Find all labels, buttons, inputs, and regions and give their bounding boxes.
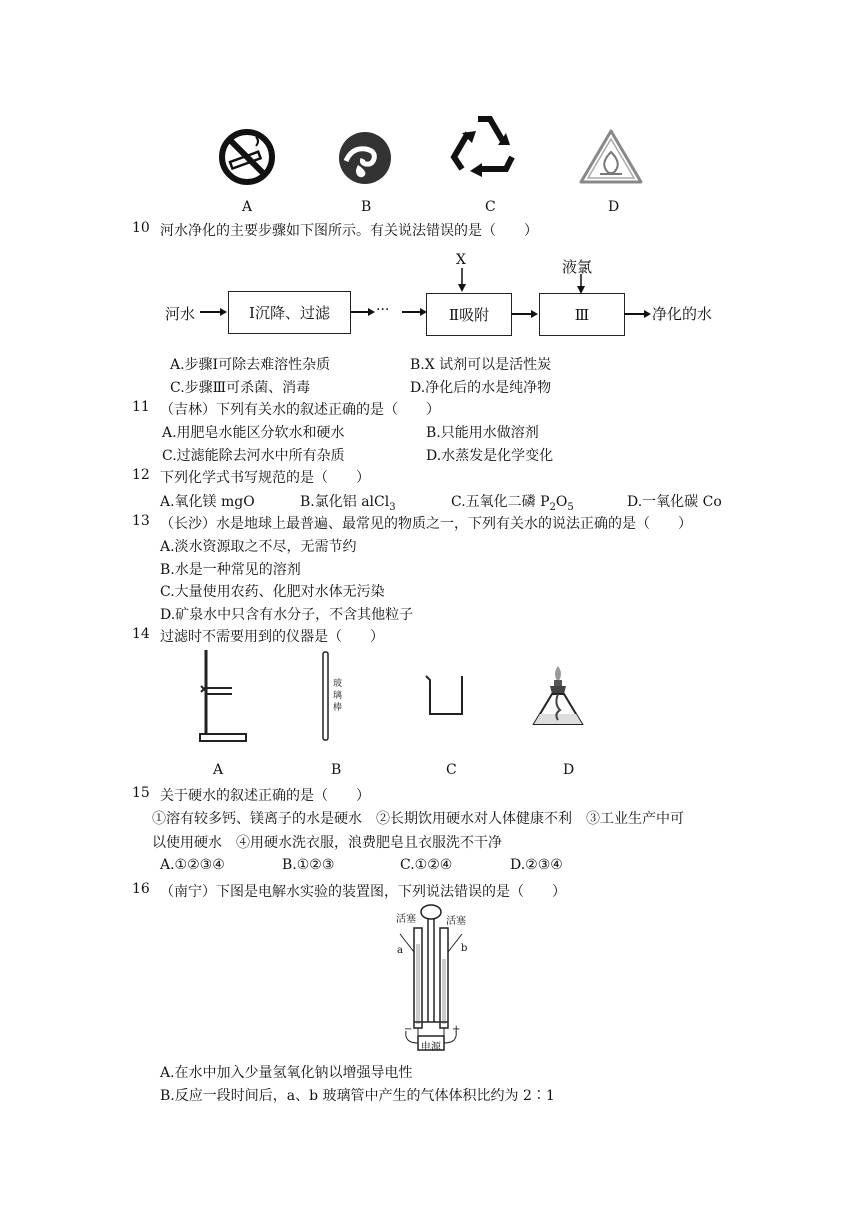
option-a: A.氧化镁 mgO [160,494,255,510]
option-c: C.大量使用农药、化肥对水体无污染 [160,584,385,600]
valve-left-label: 活塞 [396,914,416,925]
option-a: A.步骤Ⅰ可除去难溶性杂质 [170,357,331,373]
option-a: A.①②③④ [160,857,225,873]
instrument-label-a: A [213,762,224,778]
question-stem: 关于硬水的叙述正确的是（ ） [160,788,370,804]
option-d: D.一氧化碳 Co [627,494,722,510]
statements-line-1: ①溶有较多钙、镁离子的水是硬水 ②长期饮用硬水对人体健康不利 ③工业生产中可 [152,811,684,827]
option-c: C.五氧化二磷 $P_2O_5$ [451,494,574,513]
flow-step1-box: Ⅰ沉降、过滤 [228,291,351,334]
flow-step2-box: Ⅱ吸附 [426,293,512,336]
option-d: D.②③④ [510,857,563,873]
flammable-warning-icon [578,128,644,186]
power-source-label: 电源 [421,1042,441,1053]
question-stem: 下列化学式书写规范的是（ ） [160,470,370,486]
electrode-plus-label: + [452,1024,461,1035]
option-b: B.氯化铝 alCl$_3$ [300,494,396,513]
flow-output: 净化的水 [652,305,713,323]
option-c: C.①②④ [400,857,453,873]
flow-x-label: X [456,252,466,268]
option-b: B.水是一种常见的溶剂 [160,562,301,578]
option-d: D.水蒸发是化学变化 [426,448,554,464]
question-number: 16 [132,881,150,897]
statements-line-2: 以使用硬水 ④用硬水洗衣服，浪费肥皂且衣服洗不干净 [152,835,502,851]
option-d: D.净化后的水是纯净物 [410,380,552,396]
option-b: B.只能用水做溶剂 [426,425,539,441]
question-number: 15 [132,785,150,801]
option-b: B.X 试剂可以是活性炭 [410,357,552,373]
electrode-minus-label: − [404,1024,413,1035]
question-number: 12 [132,467,150,483]
option-b: B.反应一段时间后，a、b 玻璃管中产生的气体体积比约为 2∶1 [160,1088,555,1104]
beaker-icon [422,672,468,718]
sign-label-a: A [242,199,253,215]
instrument-label-b: B [331,762,342,778]
option-a: A.在水中加入少量氢氧化钠以增强导电性 [160,1065,413,1081]
sign-label-c: C [485,199,496,215]
option-d: D.矿泉水中只含有水分子，不含其他粒子 [160,607,414,623]
question-number: 13 [132,513,150,529]
flow-chlorine-label: 液氯 [562,258,593,276]
question-number: 11 [132,399,150,415]
glass-rod-label: 玻璃棒 [333,679,343,713]
option-a: A.用肥皂水能区分软水和硬水 [162,425,345,441]
instrument-label-c: C [446,762,457,778]
question-stem: （南宁）下图是电解水实验的装置图，下列说法错误的是（ ） [160,884,566,900]
flow-input: 河水 [165,305,196,323]
sign-label-d: D [608,199,620,215]
option-a: A.淡水资源取之不尽，无需节约 [160,539,357,555]
option-c: C.过滤能除去河水中所有杂质 [162,448,345,464]
recycling-icon [450,113,518,185]
flow-ellipsis: ··· [376,302,390,318]
question-stem: （长沙）水是地球上最普遍、最常见的物质之一，下列有关水的说法正确的是（ ） [160,516,692,532]
question-stem: 过滤时不需要用到的仪器是（ ） [160,629,384,645]
water-saving-icon [336,129,394,187]
instrument-label-d: D [563,762,575,778]
question-stem: （吉林）下列有关水的叙述正确的是（ ） [160,402,440,418]
option-b: B.①②③ [282,857,335,873]
iron-stand-icon [196,648,248,744]
question-stem: 河水净化的主要步骤如下图所示。有关说法错误的是（ ） [160,223,538,239]
no-smoking-icon [218,128,276,186]
sign-label-b: B [361,199,372,215]
alcohol-lamp-icon [530,664,586,742]
question-number: 10 [132,220,150,236]
option-c: C.步骤Ⅲ可杀菌、消毒 [170,380,311,396]
question-number: 14 [132,626,150,642]
flow-step3-box: Ⅲ [539,293,625,336]
valve-right-label: 活塞 [446,916,466,927]
tube-b-label: b [461,943,468,954]
tube-a-label: a [397,945,403,956]
